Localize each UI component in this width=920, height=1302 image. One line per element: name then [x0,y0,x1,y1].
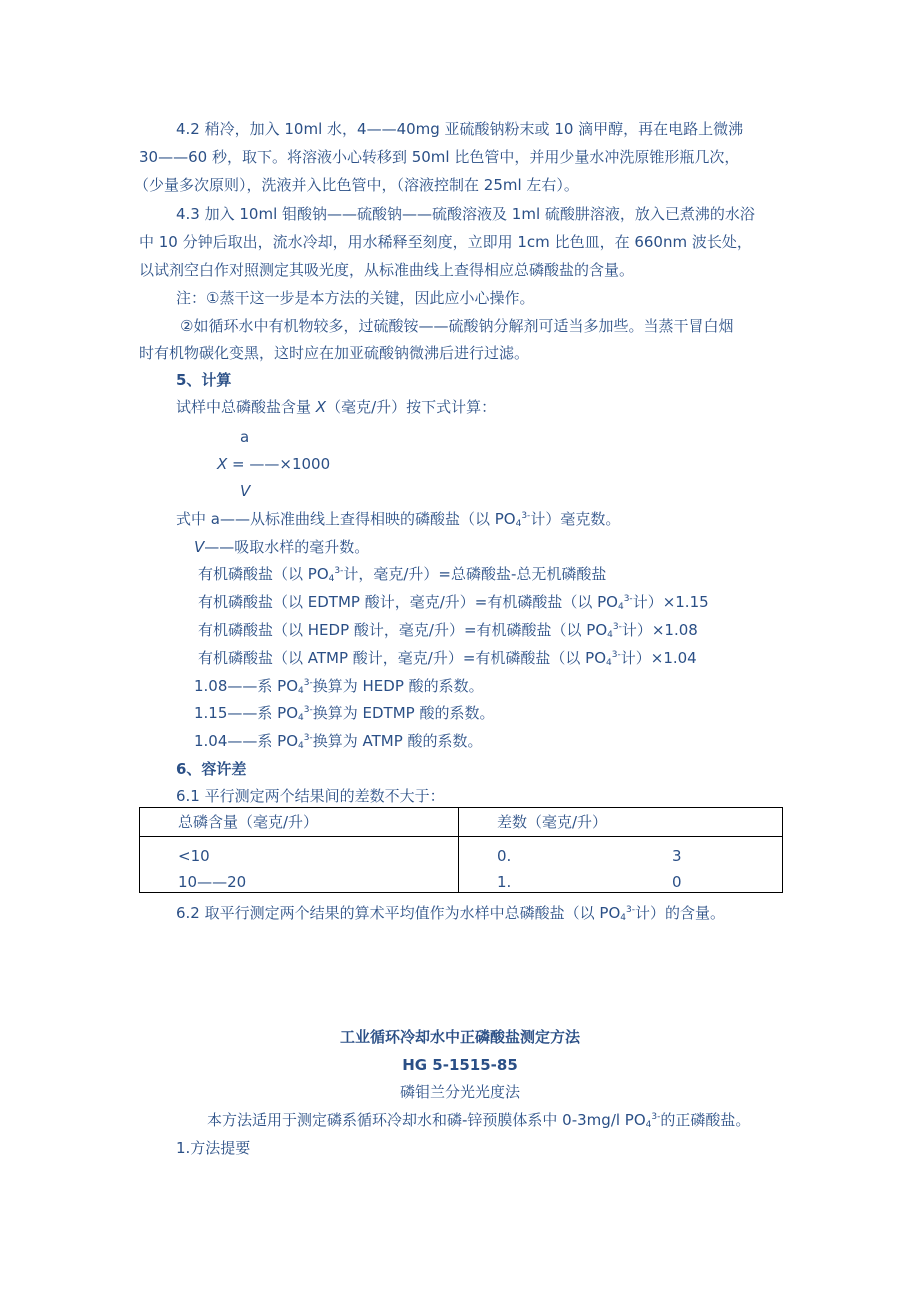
method-subtitle: 磷钼兰分光光度法 [399,1083,520,1101]
superscript: 3- [303,705,313,715]
table-header-divider [140,836,782,837]
formula-denominator: V [240,482,251,500]
factor-1-a: 1.08——系 PO [194,677,299,695]
para-6-2 [176,903,725,923]
superscript: 3- [611,650,621,660]
subscript: 4 [645,1120,652,1130]
formula-lhs: X [217,455,228,473]
table-cell-diff-1-a: 0. [497,847,512,865]
para-6-1: 6.1 平行测定两个结果间的差数不大于： [176,787,445,805]
factor-1-b: 换算为 HEDP 酸的系数。 [312,677,484,695]
calc-intro [176,397,496,417]
para-4-2-line-1: 4.2 稍冷，加入 10ml 水，4——40mg 亚硫酸钠粉末或 10 滴甲醇，再在电路上微沸 [176,120,744,138]
organic-line-2-a: 有机磷酸盐（以 EDTMP 酸计，毫克/升）=有机磷酸盐（以 PO [198,593,618,611]
organic-line-2 [198,592,709,612]
table-cell-diff-1-b: 3 [672,847,682,865]
para-4-3-line-2: 中 10 分钟后取出，流水冷却，用水稀释至刻度，立即用 1cm 比色皿，在 660nm 波长处， [139,233,752,251]
factor-3-b: 换算为 ATMP 酸的系数。 [312,732,483,750]
where-v-text: ——吸取水样的毫升数。 [204,538,370,556]
method-scope-b: 的正磷酸盐。 [660,1111,751,1129]
tolerance-table [139,807,783,893]
para-4-2-line-2: 30——60 秒，取下。将溶液小心转移到 50ml 比色管中，并用少量水冲洗原锥形瓶几次， [139,148,740,166]
para-6-2-a: 6.2 取平行测定两个结果的算术平均值作为水样中总磷酸盐（以 PO [176,904,621,922]
calc-intro-text: 试样中总磷酸盐含量 [176,398,316,416]
organic-line-4 [198,648,697,668]
para-4-3-line-1: 4.3 加入 10ml 钼酸钠——硫酸钠——硫酸溶液及 1ml 硫酸肼溶液，放入已煮沸的水浴 [176,205,755,223]
para-4-2-line-3: （少量多次原则），洗液并入比色管中，（溶液控制在 25ml 左右）。 [134,176,579,194]
subscript: 4 [328,574,335,584]
subscript: 4 [515,519,522,529]
superscript: 3- [612,622,622,632]
formula-numerator: a [240,428,250,446]
table-cell-diff-2-a: 1. [497,873,512,891]
subscript: 4 [617,602,624,612]
organic-line-1-b: 计，毫克/升）=总磷酸盐-总无机磷酸盐 [343,565,607,583]
superscript: 3- [303,733,313,743]
where-a-tail: 计）毫克数。 [530,510,621,528]
factor-2 [194,703,494,723]
organic-line-4-a: 有机磷酸盐（以 ATMP 酸计，毫克/升）=有机磷酸盐（以 PO [198,649,607,667]
subscript: 4 [298,741,304,751]
formula-main [217,454,330,474]
note-2-line-1: ②如循环水中有机物较多，过硫酸铵——硫酸钠分解剂可适当多加些。当蒸干冒白烟 [180,317,734,335]
subscript: 4 [298,713,304,723]
note-2-line-2: 时有机物碳化变黑，这时应在加亚硫酸钠微沸后进行过滤。 [139,344,530,362]
var-v: V [194,538,205,556]
organic-line-3-a: 有机磷酸盐（以 HEDP 酸计，毫克/升）=有机磷酸盐（以 PO [198,621,608,639]
superscript: 3- [625,905,635,915]
subscript: 4 [298,686,304,696]
section-1-heading: 1.方法提要 [176,1139,251,1157]
factor-3-a: 1.04——系 PO [194,732,299,750]
superscript: 3- [303,678,313,688]
where-v [194,537,369,557]
factor-1 [194,676,484,696]
organic-line-3 [198,620,698,640]
table-header-total: 总磷含量（毫克/升） [178,813,319,831]
factor-2-b: 换算为 EDTMP 酸的系数。 [312,704,495,722]
organic-line-1-a: 有机磷酸盐（以 PO [198,565,329,583]
table-column-divider [458,808,459,892]
method-scope-a: 本方法适用于测定磷系循环冷却水和磷-锌预膜体系中 0-3mg/l PO [207,1111,646,1129]
factor-2-a: 1.15——系 PO [194,704,299,722]
section-5-heading: 5、计算 [176,371,232,389]
factor-3 [194,731,483,751]
where-a-text: 式中 a——从标准曲线上查得相映的磷酸盐（以 PO [176,510,516,528]
subscript: 4 [607,630,613,640]
subscript: 4 [620,913,626,923]
table-cell-range-1: <10 [178,847,210,865]
method-scope [207,1110,750,1130]
organic-line-1 [198,564,606,584]
calc-intro-unit: （毫克/升）按下式计算： [326,398,497,416]
table-cell-range-2: 10——20 [178,873,247,891]
note-1: 注：①蒸干这一步是本方法的关键，因此应小心操作。 [176,289,535,307]
organic-line-2-b: 计）×1.15 [632,593,709,611]
section-6-heading: 6、容许差 [176,760,247,778]
superscript: 3- [521,511,531,521]
para-6-2-b: 计）的含量。 [634,904,725,922]
table-cell-diff-2-b: 0 [672,873,682,891]
superscript: 3- [651,1112,661,1122]
superscript: 3- [623,594,633,604]
method-title: 工业循环冷却水中正磷酸盐测定方法 [339,1028,580,1046]
subscript: 4 [606,658,612,668]
organic-line-3-b: 计）×1.08 [621,621,698,639]
where-a [176,509,620,529]
table-header-diff: 差数（毫克/升） [497,813,608,831]
superscript: 3- [334,566,344,576]
var-x: X [315,398,327,416]
formula-rhs: = ——×1000 [227,455,331,473]
method-code: HG 5-1515-85 [402,1056,518,1074]
organic-line-4-b: 计）×1.04 [620,649,697,667]
para-4-3-line-3: 以试剂空白作对照测定其吸光度，从标准曲线上查得相应总磷酸盐的含量。 [139,261,635,279]
